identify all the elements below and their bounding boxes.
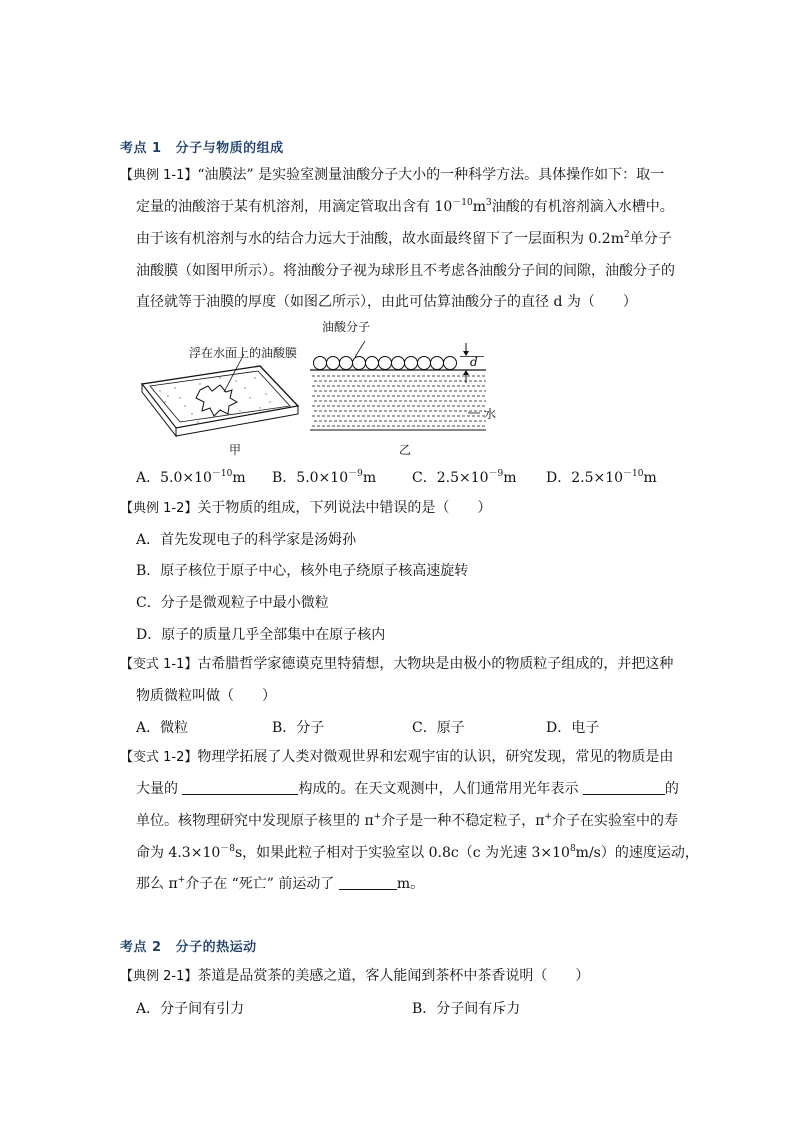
example-1-1-option-d[interactable]: D．$2.5\times 10^{-10}m$ bbox=[546, 469, 657, 486]
variant-1-1-line-2: 物质微粒叫做（ ） bbox=[136, 688, 276, 704]
section-1-title: 分子与物质的组成 bbox=[175, 141, 284, 156]
example-1-1-line-5: 直径就等于油膜的厚度（如图乙所示），由此可估算油酸分子的直径 d 为（ ） bbox=[136, 294, 637, 310]
molecule-row bbox=[314, 357, 457, 370]
example-1-1-option-b[interactable]: B．$5.0\times 10^{-9}m$ bbox=[272, 469, 377, 486]
example-1-2-option-b[interactable]: B．原子核位于原子中心，核外电子绕原子核高速旋转 bbox=[136, 563, 469, 579]
example-1-1-tag: 【典例 1-1】 bbox=[120, 168, 198, 183]
example-1-2-stem: 【典例 1-2】关于物质的组成，下列说法中错误的是（ ） bbox=[120, 500, 492, 516]
example-1-1-option-a[interactable]: A．$5.0\times 10^{-10}m$ bbox=[136, 469, 246, 486]
example-2-1-option-b[interactable]: B．分子间有斥力 bbox=[412, 1001, 521, 1017]
example-1-1-line-3: 由于该有机溶剂与水的结合力远大于油酸，故水面最终留下了一层面积为 $0.2m^2$单分子 bbox=[136, 230, 672, 247]
example-1-1-line-1: 【典例 1-1】“油膜法” 是实验室测量油酸分子大小的一种科学方法。具体操作如下：取一 bbox=[120, 167, 665, 183]
example-2-1-stem: 【典例 2-1】茶道是品赏茶的美感之道，客人能闻到茶杯中茶香说明（ ） bbox=[120, 968, 590, 984]
caption-jia: 甲 bbox=[229, 443, 242, 457]
variant-1-2-line-3: 单位。核物理研究中发现原子核里的 π+介子是一种不稳定粒子，π+介子在实验室中的寿 bbox=[136, 812, 678, 829]
section-2-number: 考点 2 bbox=[120, 940, 162, 955]
label-oil-film: 浮在水面上的油酸膜 bbox=[189, 346, 298, 360]
section-1-number: 考点 1 bbox=[120, 141, 162, 156]
blank-3[interactable] bbox=[339, 875, 397, 890]
example-1-2-tag: 【典例 1-2】 bbox=[120, 501, 198, 516]
example-1-2-option-c[interactable]: C．分子是微观粒子中最小微粒 bbox=[136, 595, 329, 611]
variant-1-2-tag: 【变式 1-2】 bbox=[120, 750, 198, 765]
blank-2[interactable] bbox=[583, 780, 665, 795]
variant-1-1-option-c[interactable]: C．原子 bbox=[412, 720, 465, 736]
variant-1-2-line-4: 命为 $4.3\times 10^{-8}s$，如果此粒子相对于实验室以 0.8c（c 为光速 $3\times 10^8m/s$）的速度运动， bbox=[136, 844, 699, 861]
label-oil-molecule: 油酸分子 bbox=[322, 320, 371, 334]
section-2-heading bbox=[120, 936, 257, 955]
label-water: 水 bbox=[484, 407, 497, 421]
variant-1-2-line-1: 【变式 1-2】物理学拓展了人类对微观世界和宏观宇宙的认识，研究发现，常见的物质是由 bbox=[120, 749, 674, 765]
section-2-title: 分子的热运动 bbox=[175, 940, 257, 955]
variant-1-2-line-2: 大量的 构成的。在天文观测中，人们通常用光年表示 的 bbox=[136, 781, 679, 797]
blank-1[interactable] bbox=[182, 780, 298, 795]
variant-1-1-option-a[interactable]: A．微粒 bbox=[136, 720, 189, 736]
example-1-1-option-c[interactable]: C．$2.5\times 10^{-9}m$ bbox=[412, 469, 517, 486]
example-2-1-option-a[interactable]: A．分子间有引力 bbox=[136, 1001, 245, 1017]
leader-line-molecule bbox=[355, 341, 365, 357]
variant-1-2-line-5: 那么 π+介子在 “死亡” 前运动了 m。 bbox=[136, 875, 425, 892]
example-1-2-option-a[interactable]: A．首先发现电子的科学家是汤姆孙 bbox=[136, 532, 357, 548]
water-dashes bbox=[312, 376, 486, 426]
label-d: d bbox=[470, 355, 478, 369]
figure-yi-molecules bbox=[300, 333, 500, 433]
variant-1-1-option-d[interactable]: D．电子 bbox=[546, 720, 600, 736]
variant-1-1-tag: 【变式 1-1】 bbox=[120, 657, 198, 672]
caption-yi: 乙 bbox=[399, 443, 412, 457]
variant-1-1-line-1: 【变式 1-1】古希腊哲学家德谟克里特猜想，大物块是由极小的物质粒子组成的，并把这种 bbox=[120, 656, 674, 672]
example-1-2-option-d[interactable]: D．原子的质量几乎全部集中在原子核内 bbox=[136, 627, 386, 643]
example-1-1-line-2: 定量的油酸溶于某有机溶剂，用滴定管取出含有 $10^{-10}m^3$油酸的有机溶剂滴入水槽中。 bbox=[136, 198, 674, 215]
variant-1-1-option-b[interactable]: B．分子 bbox=[272, 720, 325, 736]
section-1-heading bbox=[120, 137, 284, 156]
example-2-1-tag: 【典例 2-1】 bbox=[120, 969, 198, 984]
example-1-1-line-4: 油酸膜（如图甲所示）。将油酸分子视为球形且不考虑各油酸分子间的间隙，油酸分子的 bbox=[136, 263, 675, 279]
